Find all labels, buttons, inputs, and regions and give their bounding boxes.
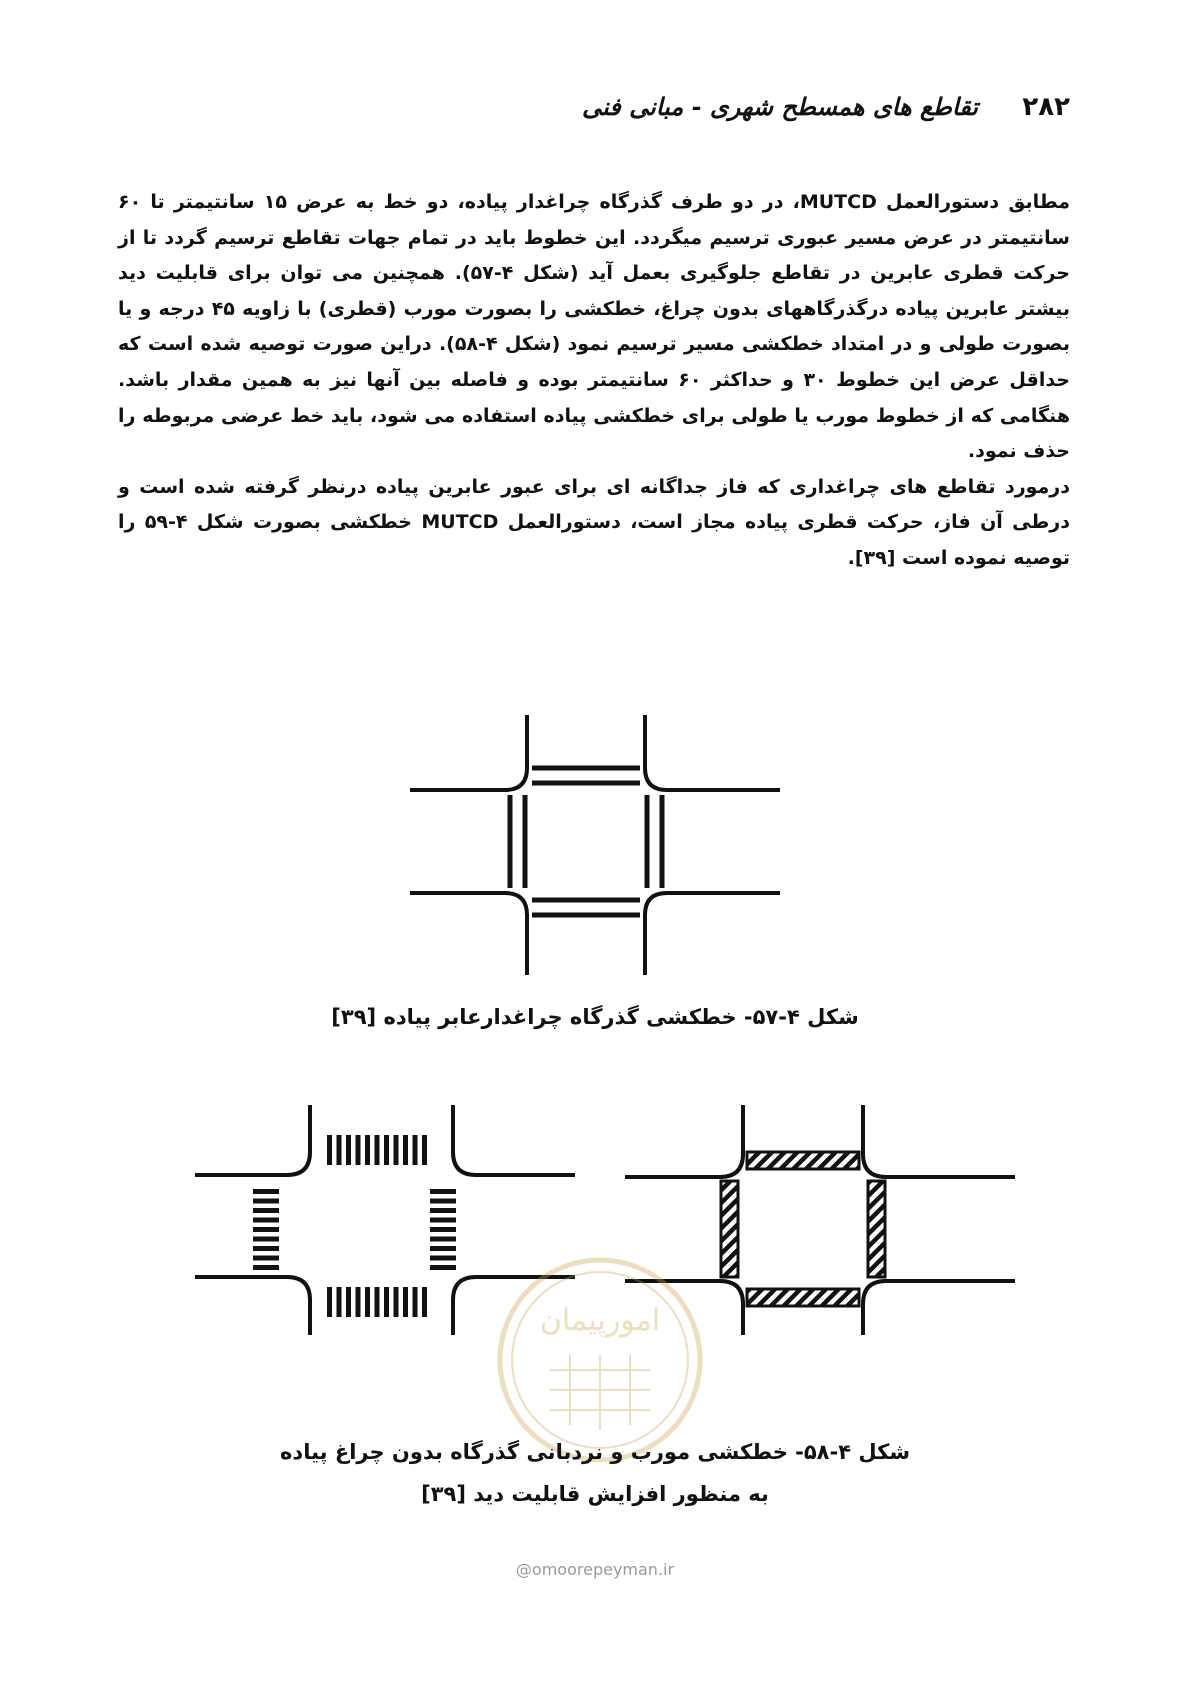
figure-58-caption-line-1: شکل ۴-۵۸- خطکشی مورب و نردبانی گذرگاه بدون چراغ پیاده bbox=[280, 1440, 910, 1464]
ladder-stripe bbox=[384, 1135, 389, 1165]
page-number: ۲۸۲ bbox=[1022, 92, 1070, 122]
ladder-stripe bbox=[403, 1135, 408, 1165]
ladder-stripe bbox=[430, 1218, 456, 1223]
ladder-stripe bbox=[327, 1287, 332, 1317]
page-header bbox=[120, 92, 1070, 132]
body-text bbox=[118, 185, 1070, 577]
ladder-stripe bbox=[375, 1135, 380, 1165]
ladder-stripe bbox=[253, 1237, 279, 1242]
ladder-stripe bbox=[365, 1287, 370, 1317]
ladder-stripe bbox=[430, 1208, 456, 1213]
ladder-stripe bbox=[337, 1287, 342, 1317]
ladder-stripe bbox=[422, 1287, 427, 1317]
figure-58-caption-line-2: به منظور افزایش قابلیت دید [۳۹] bbox=[421, 1482, 769, 1506]
ladder-stripe bbox=[430, 1237, 456, 1242]
ladder-stripe bbox=[430, 1256, 456, 1261]
ladder-stripe bbox=[384, 1287, 389, 1317]
ladder-stripe bbox=[394, 1135, 399, 1165]
ladder-stripe bbox=[430, 1246, 456, 1251]
ladder-stripe bbox=[346, 1287, 351, 1317]
ladder-stripe bbox=[403, 1287, 408, 1317]
ladder-stripe bbox=[253, 1218, 279, 1223]
ladder-stripe bbox=[365, 1135, 370, 1165]
ladder-stripe bbox=[422, 1135, 427, 1165]
ladder-stripe bbox=[253, 1199, 279, 1204]
ladder-stripe bbox=[430, 1227, 456, 1232]
ladder-stripe bbox=[253, 1265, 279, 1270]
watermark-text: امورپیمان bbox=[539, 1303, 661, 1338]
ladder-stripe bbox=[430, 1189, 456, 1194]
ladder-stripe bbox=[253, 1246, 279, 1251]
ladder-stripe bbox=[253, 1208, 279, 1213]
ladder-stripe bbox=[337, 1135, 342, 1165]
ladder-stripe bbox=[413, 1287, 418, 1317]
paragraph-2: درمورد تقاطع های چراغداری که فاز جداگانه ای برای عبور عابرین پیاده درنظر گرفته شده است و درطی آن فاز، حرکت قطری پیاده مجاز است، دستورالعمل MUTCD خطکشی بصورت شکل ۴-۵۹ را توصیه نموده است [۳۹]. bbox=[118, 475, 1070, 569]
watermark-seal bbox=[490, 1250, 710, 1470]
ladder-stripe bbox=[356, 1287, 361, 1317]
ladder-stripe bbox=[327, 1135, 332, 1165]
ladder-stripe bbox=[253, 1189, 279, 1194]
ladder-stripe bbox=[253, 1256, 279, 1261]
ladder-stripe bbox=[375, 1287, 380, 1317]
figure-57-caption: شکل ۴-۵۷- خطکشی گذرگاه چراغدارعابر پیاده [۳۹] bbox=[331, 1005, 859, 1029]
running-title: تقاطع های همسطح شهری - مبانی فنی bbox=[582, 92, 978, 121]
ladder-stripe bbox=[413, 1135, 418, 1165]
ladder-stripe bbox=[356, 1135, 361, 1165]
figure-57-intersection bbox=[410, 715, 780, 975]
watermark-url: @omoorepeyman.ir bbox=[515, 1560, 675, 1579]
ladder-stripe bbox=[346, 1135, 351, 1165]
ladder-stripe bbox=[430, 1199, 456, 1204]
ladder-stripe bbox=[394, 1287, 399, 1317]
paragraph-1: مطابق دستورالعمل MUTCD، در دو طرف گذرگاه چراغدار پیاده، دو خط به عرض ۱۵ سانتیمتر تا ۶۰ سانتیمتر در عرض مسیر عبوری ترسیم میگردد. این خطوط باید در تمام جهات تقاطع ترسیم گردد تا از حرکت قطری عابرین در تقاطع جلوگیری بعمل آید (شکل ۴-۵۷). همچنین می توان برای قابلیت دید بیشتر عابرین پیاده درگذرگاههای بدون چراغ، خطکشی را بصورت مورب (قطری) با زاویه ۴۵ درجه و یا بصورت طولی و در امتداد خطکشی مسیر ترسیم نمود (شکل ۴-۵۸). دراین صورت توصیه شده است که حداقل عرض این خطوط ۳۰ و حداکثر ۶۰ سانتیمتر بوده و فاصله بین آنها نیز به همین مقدار باشد. هنگامی که از خطوط مورب یا طولی برای خطکشی پیاده استفاده می شود، باید خط عرضی مربوطه را حذف نمود. bbox=[118, 191, 1070, 463]
ladder-stripe bbox=[430, 1265, 456, 1270]
ladder-stripe bbox=[253, 1227, 279, 1232]
